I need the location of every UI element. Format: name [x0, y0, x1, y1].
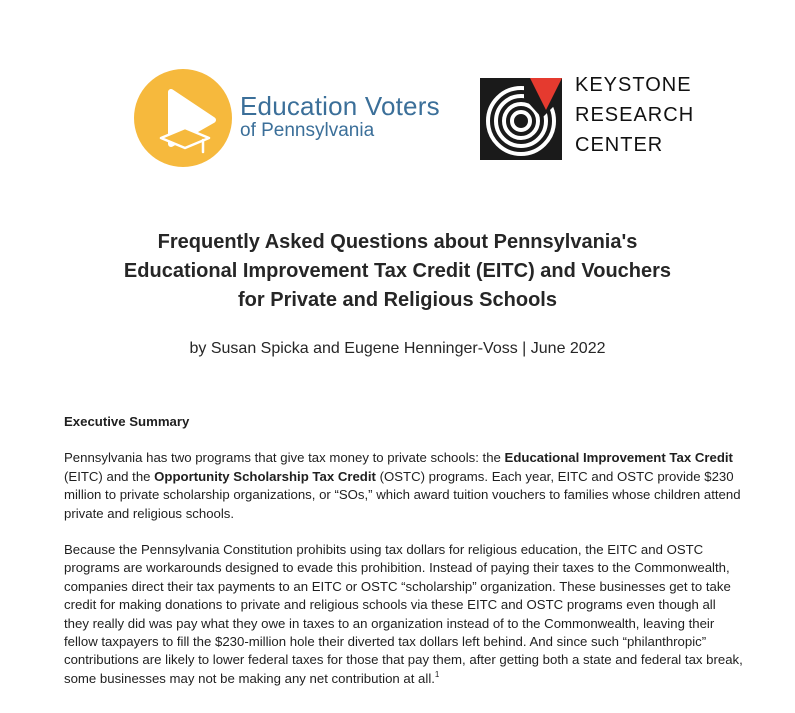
education-voters-state: of Pennsylvania: [240, 120, 375, 141]
education-voters-name: Education Voters: [240, 91, 440, 121]
research-word: RESEARCH: [575, 104, 695, 126]
keystone-word: KEYSTONE: [575, 74, 692, 96]
executive-summary-section: [64, 413, 744, 706]
title-line-3: for Private and Religious Schools: [238, 289, 557, 311]
footnote-reference: 1: [434, 669, 440, 679]
summary-paragraph-1: Pennsylvania has two programs that give tax money to private schools: the Educational Improvement Tax Credit (EITC) and the Opportunity Scholarship Tax Credit (OSTC) programs. Each year, EITC and OSTC provide $230 million to private scholarship organizations, or “SOs,” which award tuition vouchers to families whose children attend private and religious schools.: [64, 450, 741, 521]
education-voters-logo: [133, 68, 463, 168]
center-word: CENTER: [575, 134, 664, 156]
title-line-2: Educational Improvement Tax Credit (EITC) and Vouchers: [123, 260, 672, 282]
byline: by Susan Spicka and Eugene Henninger-Voss | June 2022: [189, 340, 606, 357]
summary-paragraph-2: Because the Pennsylvania Constitution prohibits using tax dollars for religious education, the EITC and OSTC programs are workarounds designed to evade this prohibition. Instead of paying their taxes to the Commonwealth, companies direct their tax payments to an EITC or OSTC “scholarship” organization. These businesses get to take credit for making donations to private and religious schools via these EITC and OSTC programs even though all they really did was pay what they owe in taxes to an organization instead of to the Commonwealth, leaving their fellow taxpayers to fill the $230-million hole their diverted tax dollars left behind. And since such “philanthropic” contributions are likely to lower federal taxes for those that pay them, after getting both a state and federal tax break, some businesses may not be making any net contribution at all.$^1$: [64, 542, 743, 686]
title-line-1: Frequently Asked Questions about Pennsylvania's: [157, 231, 638, 253]
executive-summary-heading: Executive Summary: [64, 414, 190, 429]
play-button-logo-icon: [133, 68, 233, 168]
keystone-research-center-logo: [474, 70, 695, 180]
eitc-term: Educational Improvement Tax Credit: [504, 450, 733, 466]
header-logos: [0, 58, 795, 183]
document-title: [0, 228, 795, 315]
concentric-circles-logo-icon: [480, 78, 562, 160]
ostc-term: Opportunity Scholarship Tax Credit: [154, 468, 376, 484]
